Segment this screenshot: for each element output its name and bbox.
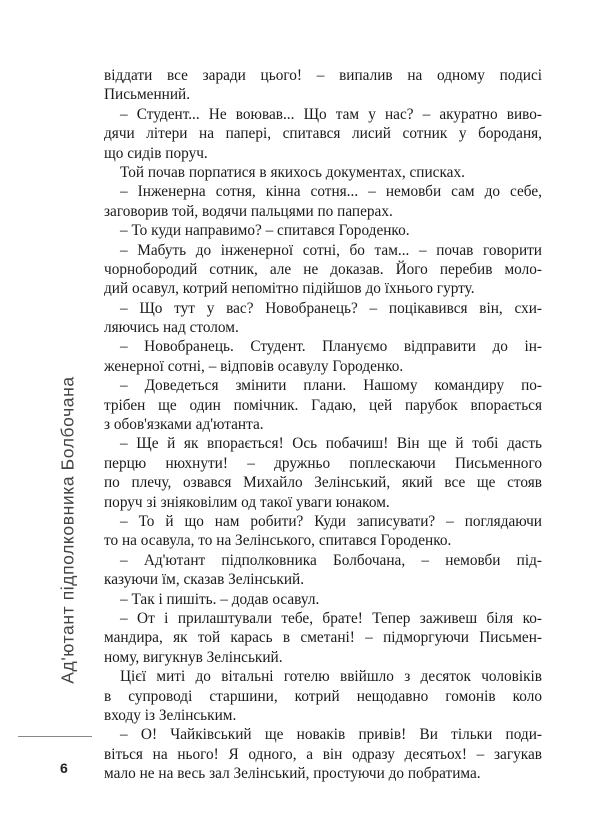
text-line: дячи літери на папері, спитався лисий сотник у бороданя, xyxy=(104,125,542,143)
text-line: – Студент... Не воював... Що там у нас? – акуратно виво- xyxy=(120,105,542,123)
text-line: ному, вигукнув Зелінський. xyxy=(104,648,283,666)
text-line: по плечу, озвався Михайло Зелінський, який все ще стояв xyxy=(104,474,542,492)
text-line: Той почав порпатися в якихось документах, списках. xyxy=(120,163,465,181)
text-line: женерної сотні, – відповів осавулу Городенко. xyxy=(104,357,404,375)
footer-rule xyxy=(18,736,92,737)
text-line: казуючи їм, сказав Зелінський. xyxy=(104,571,305,589)
text-line: що сидів поруч. xyxy=(104,144,208,162)
text-line: перцю нюхнути! – дружньо поплескаючи Письменного xyxy=(104,454,542,472)
text-line: ляючись над столом. xyxy=(104,319,239,337)
text-line: заговорив той, водячи пальцями по паперах. xyxy=(104,202,393,220)
text-line: мало не на весь зал Зелінський, простуючи до побратима. xyxy=(104,765,481,783)
body-text xyxy=(104,66,542,783)
text-line: Цієї миті до вітальні готелю ввійшло з десяток чоловіків xyxy=(120,668,542,686)
text-line: – О! Чайківський ще новаків привів! Ви тільки поди- xyxy=(120,726,542,744)
page-number: 6 xyxy=(60,760,68,776)
text-line: – От і прилаштували тебе, брате! Тепер заживеш біля ко- xyxy=(120,609,542,627)
text-line: – Новобранець. Студент. Плануємо відправити до ін- xyxy=(120,338,542,356)
text-line: – Інженерна сотня, кінна сотня... – немовби сам до себе, xyxy=(120,183,542,201)
text-line: віться на нього! Я одного, а він одразу десятьох! – загукав xyxy=(104,745,542,763)
text-line: дий осавул, котрий непомітно підійшов до їхнього гурту. xyxy=(104,280,475,298)
text-line: – Ад'ютант підполковника Болбочана, – немовби під- xyxy=(120,551,542,569)
text-line: – Ще й як впорається! Ось побачиш! Він ще й тобі дасть xyxy=(120,435,542,453)
text-line: входу із Зелінським. xyxy=(104,706,237,724)
text-line: мандира, як той карась в сметані! – підморгуючи Письмен- xyxy=(104,629,542,647)
text-line: – Доведеться змінити плани. Нашому командиру по- xyxy=(120,377,542,395)
text-line: поруч зі зніяковілим од такої уваги юнаком. xyxy=(104,493,390,511)
text-line: в супроводі старшини, котрий нещодавно гомонів коло xyxy=(104,687,542,705)
text-line: – Так і пишіть. – додав осавул. xyxy=(120,590,320,608)
running-title: Ад'ютант підполковника Болбочана xyxy=(57,376,78,684)
text-line: – Мабуть до інженерної сотні, бо там... – почав говорити xyxy=(120,241,542,259)
text-line: Письменний. xyxy=(104,86,191,104)
text-line: – То й що нам робити? Куди записувати? – поглядаючи xyxy=(120,512,542,530)
text-line: з обов'язками ад'ютанта. xyxy=(104,416,264,434)
text-line: – То куди направимо? – спитався Городенко. xyxy=(120,222,410,240)
text-line: чорнобородий сотник, але не доказав. Його перебив моло- xyxy=(104,260,542,278)
text-line: то на осавула, то на Зелінського, спитався Городенко. xyxy=(104,532,452,550)
text-line: віддати все заради цього! – випалив на одному подисі xyxy=(104,67,542,84)
text-line: трібен ще один помічник. Гадаю, цей парубок впорається xyxy=(104,396,542,414)
text-line: – Що тут у вас? Новобранець? – поцікавився він, схи- xyxy=(120,299,542,317)
